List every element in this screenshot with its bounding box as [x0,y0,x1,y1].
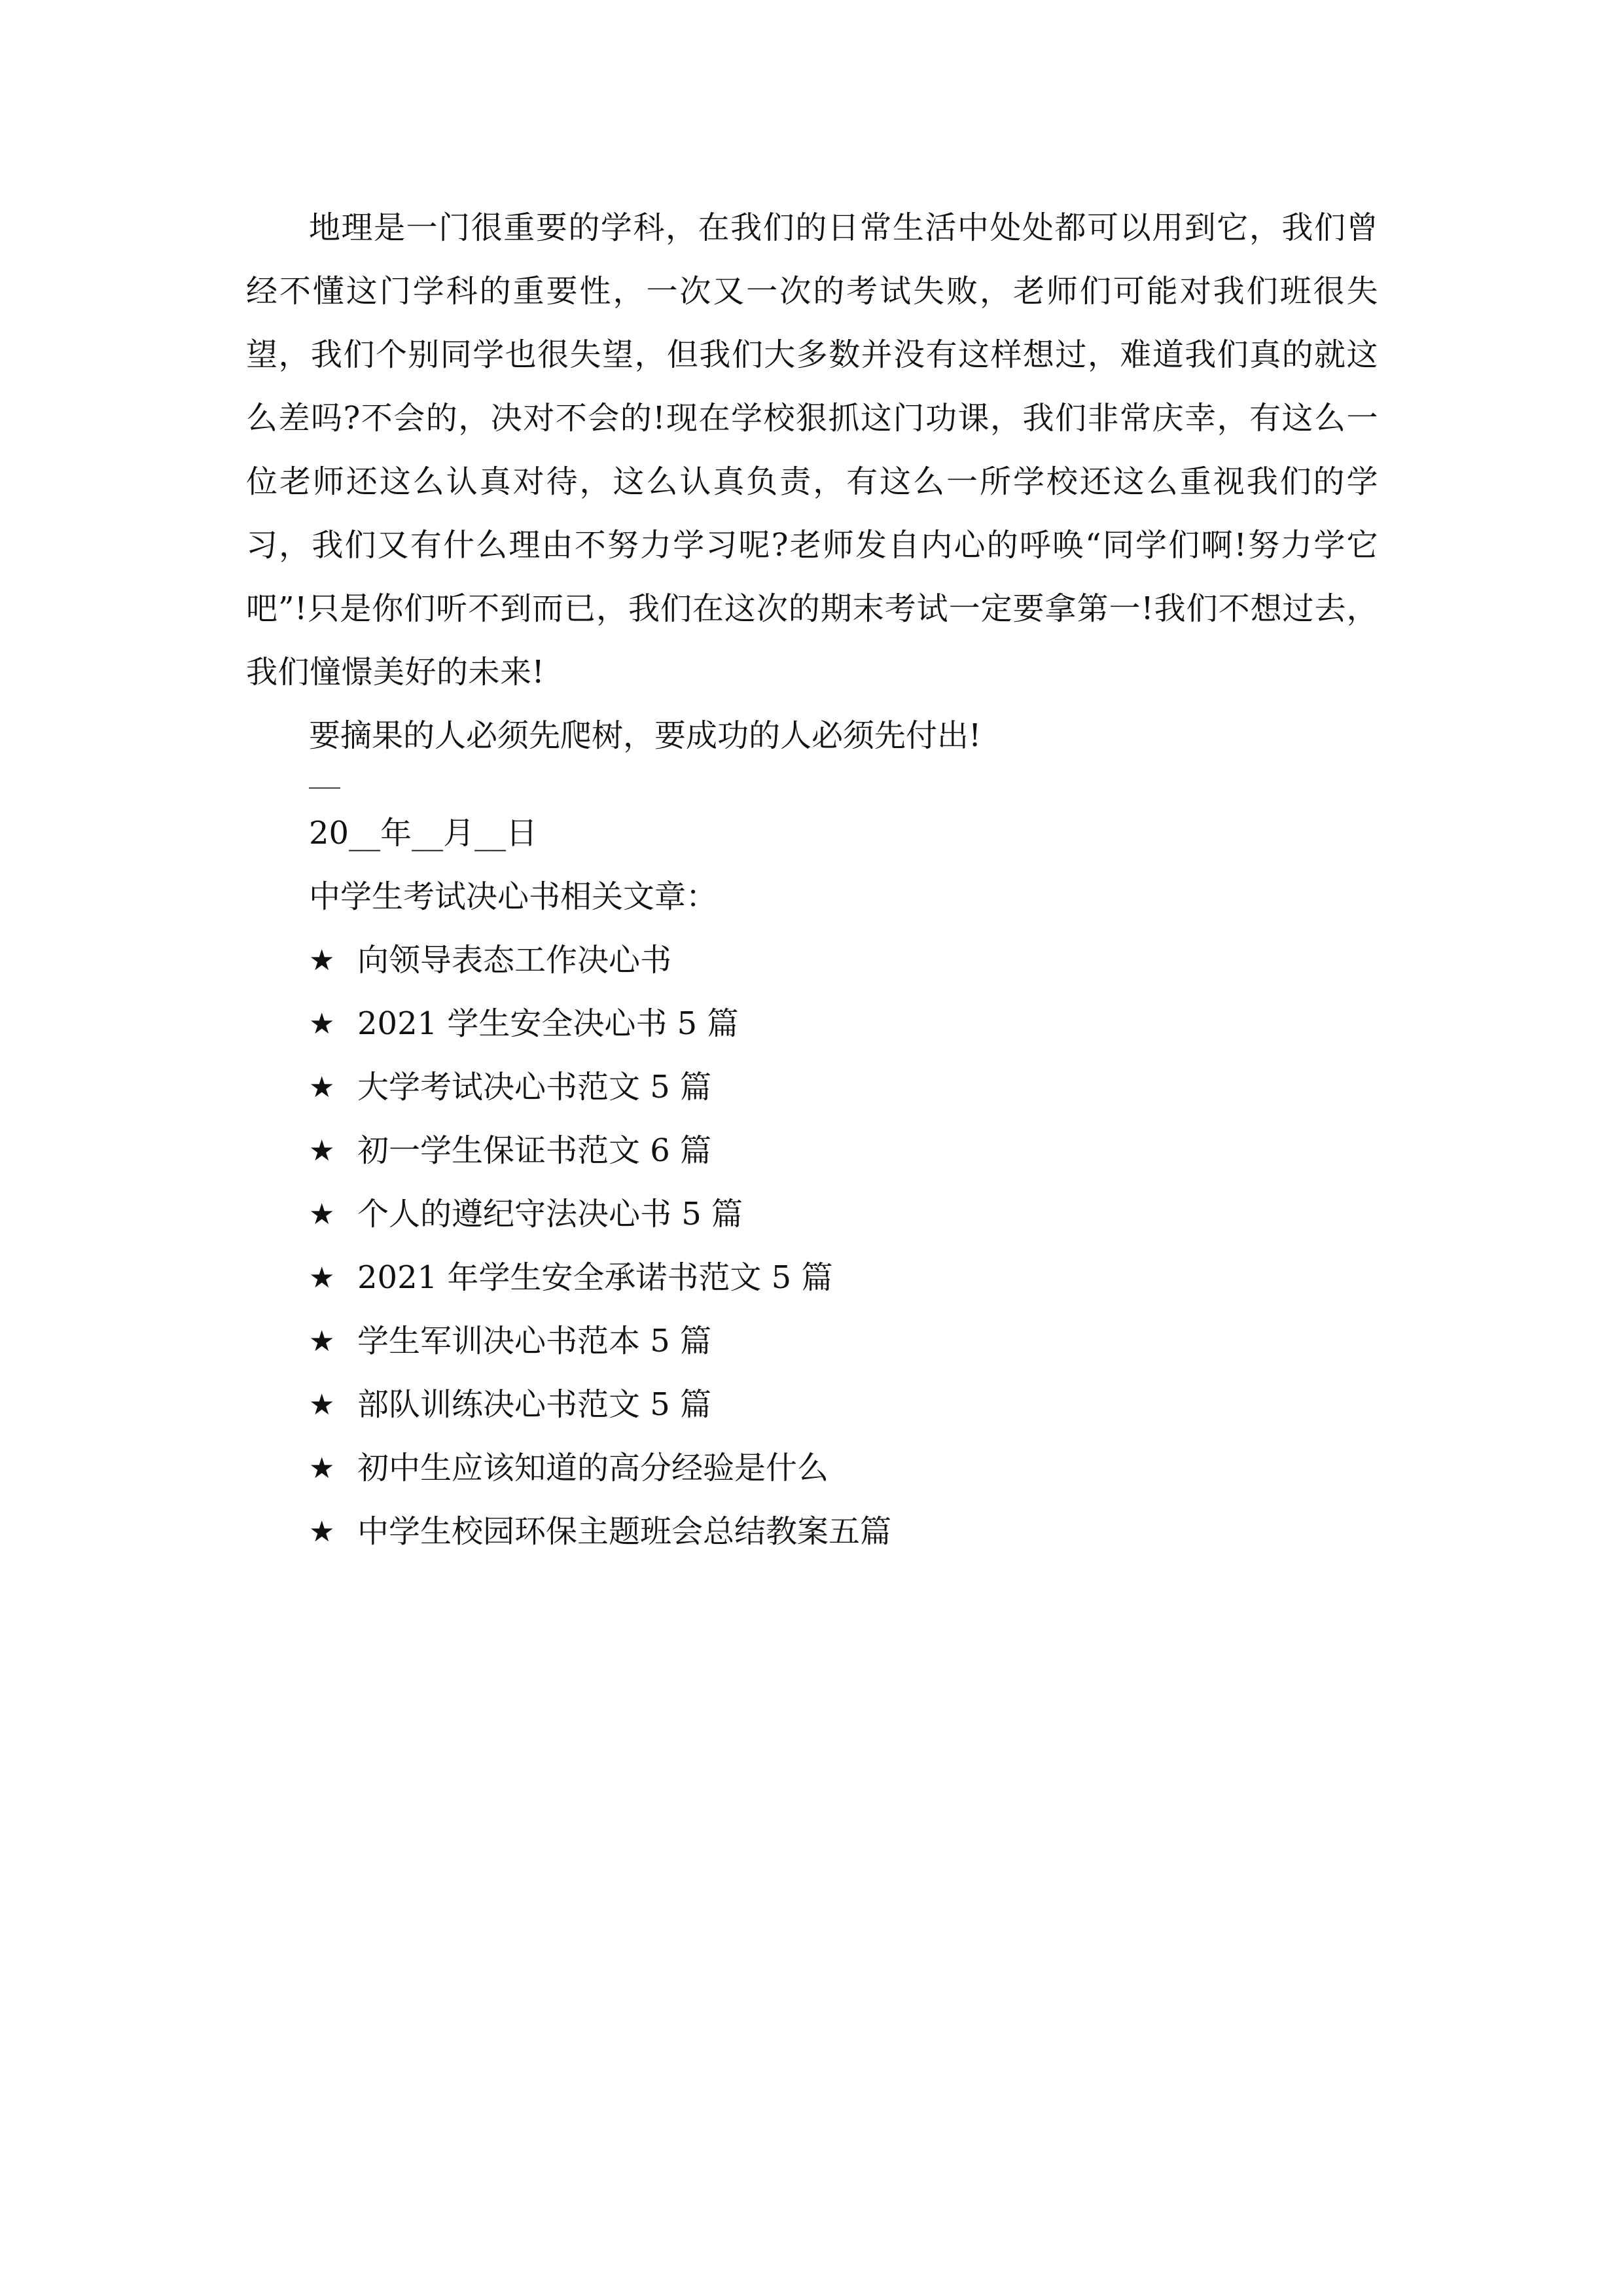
related-article-link[interactable]: 初中生应该知道的高分经验是什么 [357,1450,829,1486]
date-line: 20__年__月__日 [309,815,538,852]
related-article-link[interactable]: 个人的遵纪守法决心书 5 篇 [357,1196,743,1232]
related-article-link[interactable]: 初一学生保证书范文 6 篇 [357,1132,712,1169]
star-icon: ★ [309,1325,335,1358]
related-article-link[interactable]: 2021 年学生安全承诺书范文 5 篇 [357,1259,833,1296]
related-article-item[interactable] [309,1056,1378,1119]
related-article-item[interactable] [309,1119,1378,1183]
related-article-item[interactable] [309,1246,1378,1310]
star-icon: ★ [309,1007,335,1041]
star-icon: ★ [309,1134,335,1168]
related-article-item[interactable] [309,929,1378,992]
star-icon: ★ [309,1452,335,1485]
related-article-link[interactable]: 2021 学生安全决心书 5 篇 [357,1005,739,1042]
related-article-link[interactable]: 学生军训决心书范本 5 篇 [357,1323,712,1359]
related-article-item[interactable] [309,992,1378,1056]
related-article-link[interactable]: 部队训练决心书范文 5 篇 [357,1386,712,1423]
related-articles-heading: 中学生考试决心书相关文章： [309,878,718,915]
body-paragraph: 地理是一门很重要的学科，在我们的日常生活中处处都可以用到它，我们曾经不懂这门学科的重要性，一次又一次的考试失败，老师们可能对我们班很失望，我们个别同学也很失望，但我们大多数并没有这样想过，难道我们真的就这么差吗?不会的，决对不会的!现在学校狠抓这门功课，我们非常庆幸，有这么一位老师还这么认真对待，这么认真负责，有这么一所学校还这么重视我们的学习，我们又有什么理由不努力学习呢?老师发自内心的呼唤“同学们啊!努力学它吧”!只是你们听不到而已，我们在这次的期末考试一定要拿第一!我们不想过去，我们憧憬美好的未来! [246,209,1378,691]
star-icon: ★ [309,1198,335,1231]
star-icon: ★ [309,1261,335,1295]
related-article-item[interactable] [309,1437,1378,1500]
related-article-link[interactable]: 向领导表态工作决心书 [357,942,672,978]
related-articles-list [309,929,1378,1564]
star-icon: ★ [309,944,335,977]
star-icon: ★ [309,1515,335,1549]
document-content [246,196,1378,1564]
related-article-item[interactable] [309,1183,1378,1246]
motto-line: 要摘果的人必须先爬树，要成功的人必须先付出! [309,717,982,754]
related-article-item[interactable] [309,1310,1378,1373]
star-icon: ★ [309,1388,335,1422]
signature-blank-line [309,787,340,789]
related-article-item[interactable] [309,1500,1378,1564]
star-icon: ★ [309,1071,335,1104]
related-article-item[interactable] [309,1373,1378,1437]
related-article-link[interactable]: 中学生校园环保主题班会总结教案五篇 [357,1513,892,1550]
related-article-link[interactable]: 大学考试决心书范文 5 篇 [357,1069,712,1105]
